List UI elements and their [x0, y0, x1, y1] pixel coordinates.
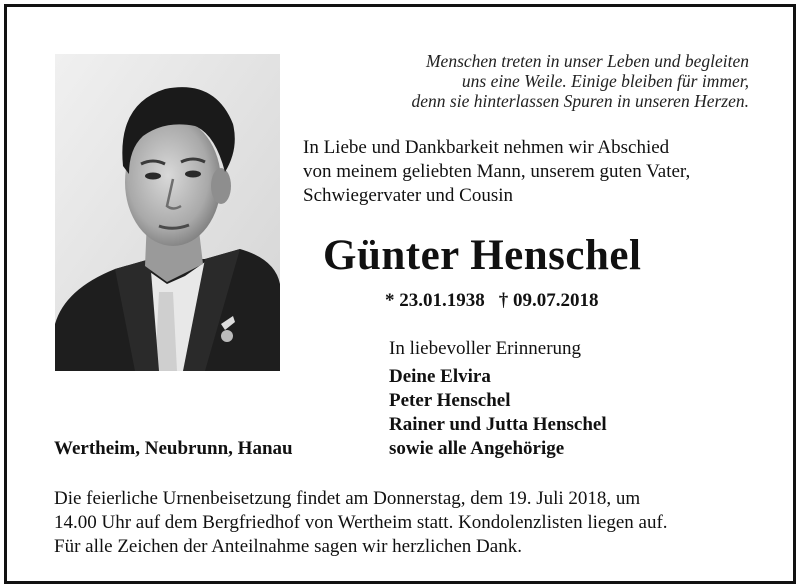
deceased-name: Günter Henschel	[323, 232, 642, 279]
footer-line: Für alle Zeichen der Anteilnahme sagen wir herzlichen Dank.	[54, 536, 522, 557]
mourners-list	[389, 365, 607, 461]
mourner-line: sowie alle Angehörige	[389, 438, 565, 459]
intro-line: von meinem geliebten Mann, unserem guten Vater,	[303, 161, 691, 182]
footer-line: Die feierliche Urnenbeisetzung findet am Donnerstag, dem 19. Juli 2018, um	[54, 488, 641, 509]
footer-line: 14.00 Uhr auf dem Bergfriedhof von Wertheim statt. Kondolenzlisten liegen auf.	[54, 512, 668, 533]
life-dates	[385, 290, 599, 312]
intro-line: Schwiegervater und Cousin	[303, 185, 514, 206]
farewell-intro	[303, 136, 690, 208]
memory-text: In liebevoller Erinnerung	[389, 338, 582, 359]
mourner-line: Rainer und Jutta Henschel	[389, 414, 607, 435]
memorial-quote	[329, 51, 749, 111]
quote-line: uns eine Weile. Einige bleiben für immer,	[461, 71, 749, 91]
locations: Wertheim, Neubrunn, Hanau	[54, 438, 293, 459]
quote-line: denn sie hinterlassen Spuren in unseren Herzen.	[411, 91, 749, 111]
portrait-photo	[55, 54, 280, 371]
intro-line: In Liebe und Dankbarkeit nehmen wir Abschied	[303, 137, 670, 158]
quote-line: Menschen treten in unser Leben und begleiten	[425, 51, 749, 71]
mourner-line: Deine Elvira	[389, 366, 491, 387]
death-date: † 09.07.2018	[498, 290, 599, 311]
obituary-frame	[4, 4, 796, 584]
mourner-line: Peter Henschel	[389, 390, 511, 411]
birth-date: * 23.01.1938	[385, 290, 485, 311]
funeral-details	[54, 487, 668, 559]
